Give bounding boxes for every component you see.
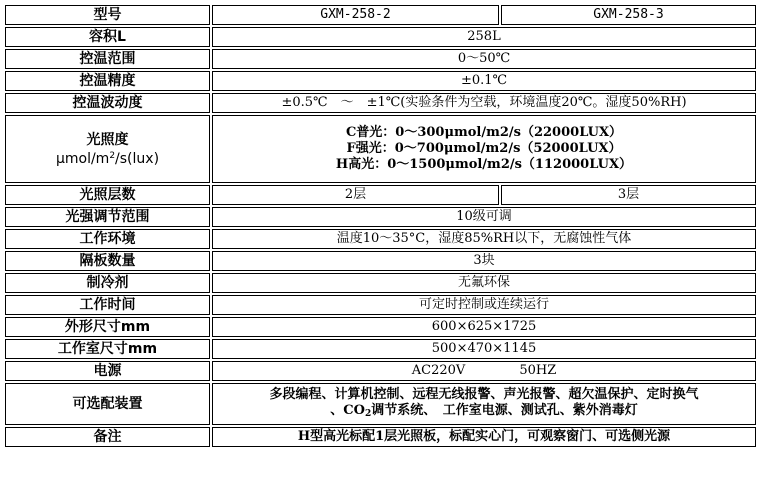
remarks-label: 备注 — [5, 427, 210, 447]
options-line-2-part1: 、CO — [330, 402, 365, 418]
spec-table — [3, 3, 757, 449]
options-label: 可选配装置 — [5, 383, 210, 425]
illuminance-values — [212, 115, 756, 183]
power-frequency: 50HZ — [519, 363, 557, 378]
remarks-value: H型高光标配1层光照板，标配实心门，可观察窗门、可选侧光源 — [212, 427, 756, 447]
chamber-size-label: 工作室尺寸mm — [5, 339, 210, 359]
illuminance-line-c: C普光：0～300μmol/m2/s（22000LUX） — [345, 125, 623, 140]
temp-fluctuation-label: 控温波动度 — [5, 93, 210, 113]
light-layers-value-a: 2层 — [212, 185, 499, 205]
power-voltage: AC220V — [411, 363, 466, 378]
row-temp-fluctuation — [5, 93, 756, 113]
illuminance-unit-part1: μmol/m — [55, 150, 110, 167]
row-work-time — [5, 295, 756, 315]
row-light-adjust — [5, 207, 756, 227]
row-environment — [5, 229, 756, 249]
illuminance-label-title: 光照度 — [86, 131, 129, 148]
chamber-size-value: 500×470×1145 — [212, 339, 756, 359]
row-shelves — [5, 251, 756, 271]
row-temp-precision — [5, 71, 756, 91]
illuminance-label-unit — [8, 148, 207, 167]
refrigerant-label: 制冷剂 — [5, 273, 210, 293]
light-layers-value-b: 3层 — [501, 185, 756, 205]
options-line-2-part2: 调节系统、 工作室电源、测试孔、紫外消毒灯 — [371, 402, 638, 418]
row-refrigerant — [5, 273, 756, 293]
illuminance-line-h: H高光：0～1500μmol/m2/s（112000LUX） — [335, 157, 633, 172]
options-co2-subscript: 2 — [364, 408, 372, 419]
options-value — [212, 383, 756, 425]
light-adjust-value: 10级可调 — [212, 207, 756, 227]
shelves-label: 隔板数量 — [5, 251, 210, 271]
options-line-2 — [215, 403, 753, 422]
refrigerant-value: 无氟环保 — [212, 273, 756, 293]
row-light-layers — [5, 185, 756, 205]
work-time-label: 工作时间 — [5, 295, 210, 315]
row-temp-range — [5, 49, 756, 69]
illuminance-label — [5, 115, 210, 183]
temp-range-value: 0～50℃ — [212, 49, 756, 69]
temp-fluctuation-value: ±0.5℃ ～ ±1℃(实验条件为空载，环境温度20℃。湿度50%RH) — [212, 93, 756, 113]
options-line-1: 多段编程、计算机控制、远程无线报警、声光报警、超欠温保护、定时换气 — [269, 386, 699, 402]
temp-precision-label: 控温精度 — [5, 71, 210, 91]
row-outer-size — [5, 317, 756, 337]
outer-size-label: 外形尺寸mm — [5, 317, 210, 337]
row-volume — [5, 27, 756, 47]
volume-value: 258L — [212, 27, 756, 47]
row-model — [5, 5, 756, 25]
power-value — [212, 361, 756, 381]
temp-range-label: 控温范围 — [5, 49, 210, 69]
light-adjust-label: 光强调节范围 — [5, 207, 210, 227]
model-value-a: GXM-258-2 — [212, 5, 499, 25]
row-options — [5, 383, 756, 425]
illuminance-line-f: F强光：0～700μmol/m2/s（52000LUX） — [346, 141, 622, 156]
power-label: 电源 — [5, 361, 210, 381]
light-layers-label: 光照层数 — [5, 185, 210, 205]
row-power — [5, 361, 756, 381]
shelves-value: 3块 — [212, 251, 756, 271]
environment-label: 工作环境 — [5, 229, 210, 249]
environment-value: 温度10～35°C，湿度85%RH以下，无腐蚀性气体 — [212, 229, 756, 249]
illuminance-unit-part2: /s(lux) — [115, 150, 160, 167]
outer-size-value: 600×625×1725 — [212, 317, 756, 337]
row-remarks — [5, 427, 756, 447]
model-value-b: GXM-258-3 — [501, 5, 756, 25]
volume-label: 容积L — [5, 27, 210, 47]
row-chamber-size — [5, 339, 756, 359]
illuminance-unit-superscript: 2 — [109, 150, 116, 161]
model-label: 型号 — [5, 5, 210, 25]
work-time-value: 可定时控制或连续运行 — [212, 295, 756, 315]
row-illuminance — [5, 115, 756, 183]
temp-precision-value: ±0.1℃ — [212, 71, 756, 91]
